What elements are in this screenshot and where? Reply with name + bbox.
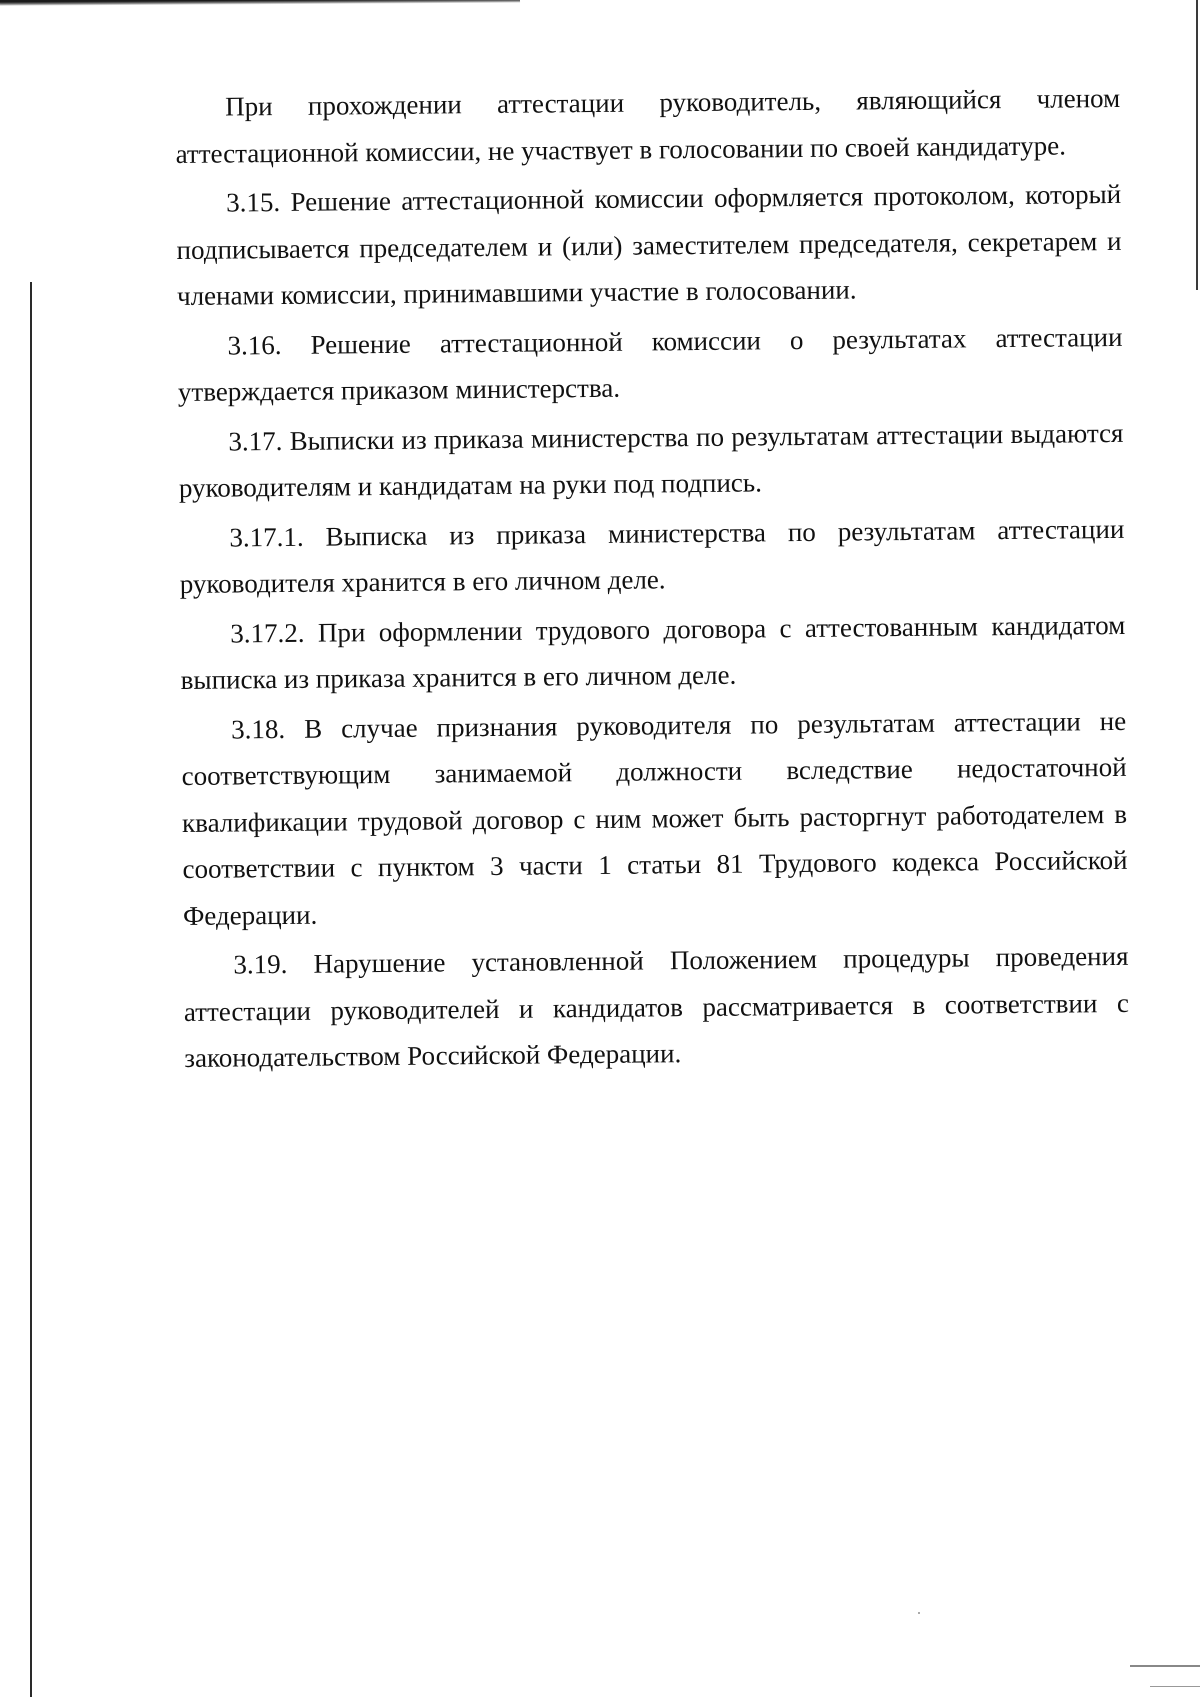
paragraph-3-16: 3.16. Решение аттестационной комиссии о результатах аттестации утверждается приказом министерства. bbox=[177, 321, 1123, 407]
scan-edge-top bbox=[0, 0, 520, 6]
paragraph-3-17-1: 3.17.1. Выписка из приказа министерства по результатам аттестации руководителя хранится в его личном деле. bbox=[179, 513, 1125, 599]
scan-edge-corner bbox=[1130, 1665, 1200, 1667]
paragraph-3-17-2: 3.17.2. При оформлении трудового договора с аттестованным кандидатом выписка из приказа хранится в его личном деле. bbox=[180, 609, 1126, 695]
paragraph-3-18: 3.18. В случае признания руководителя по результатам аттестации не соответствующим занимаемой должности вследствие недостаточной квалификации трудовой договор с ним может быть расторгнут работодателем в соответствии с пунктом 3 части 1 статьи 81 Трудового кодекса Российской Федерации. bbox=[181, 705, 1128, 931]
scan-edge-corner-line bbox=[1150, 1686, 1200, 1687]
scan-edge-right bbox=[1196, 0, 1198, 290]
paragraph-3-17: 3.17. Выписки из приказа министерства по результатам аттестации выдаются руководителям и кандидатам на руки под подпись. bbox=[178, 417, 1124, 503]
document-body bbox=[175, 75, 1130, 1085]
scan-speck bbox=[918, 1612, 920, 1614]
scan-edge-left bbox=[30, 282, 32, 1697]
paragraph-3-15: 3.15. Решение аттестационной комиссии оформляется протоколом, который подписывается председателем и (или) заместителем председателя, секретарем и членами комиссии, принимавшими участие в голосовании. bbox=[176, 178, 1122, 311]
paragraph-3-19: 3.19. Нарушение установленной Положением процедуры проведения аттестации руководителей и кандидатов рассматривается в соответствии с законодательством Российской Федерации. bbox=[183, 940, 1130, 1073]
paragraph-attestation-vote: При прохождении аттестации руководитель, являющийся членом аттестационной комиссии, не участвует в голосовании по своей кандидатуре. bbox=[175, 82, 1121, 169]
